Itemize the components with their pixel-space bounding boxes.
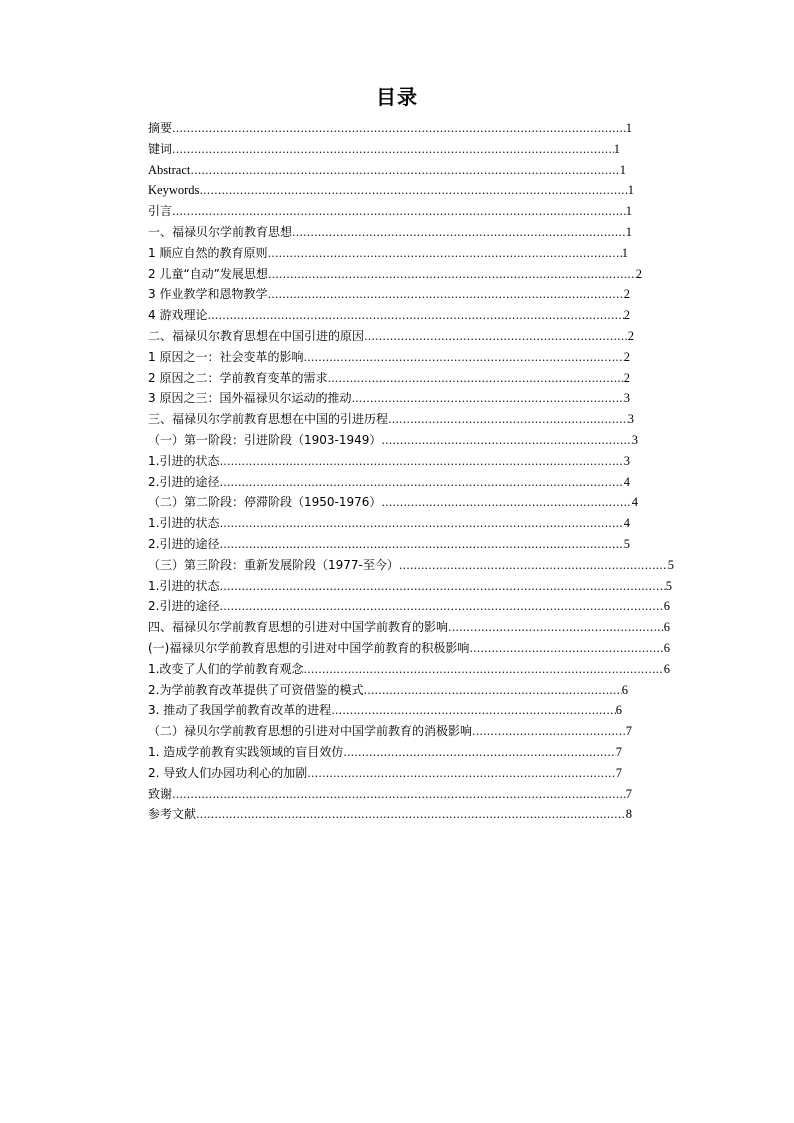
toc-entry-page-number: 1 — [619, 162, 626, 177]
toc-entry-page-number: 2 — [623, 287, 630, 302]
toc-entry-page-number: 2 — [623, 308, 630, 323]
toc-entry[interactable] — [148, 513, 630, 534]
toc-entry-page-number: 1 — [625, 204, 632, 219]
toc-entry[interactable] — [148, 368, 630, 389]
toc-entry-page-number: 8 — [625, 807, 632, 822]
dot-leader — [381, 493, 631, 514]
toc-entry-page-number: 7 — [615, 765, 622, 780]
toc-entry[interactable] — [148, 534, 630, 555]
toc-entry[interactable] — [148, 638, 670, 659]
toc-entry-label: 3 作业教学和恩物教学 — [148, 287, 268, 302]
toc-entry-label: 2.为学前教育改革提供了可资借鉴的模式 — [148, 682, 364, 697]
toc-entry-label: 摘要 — [148, 121, 173, 135]
dot-leader — [303, 660, 663, 681]
dot-leader — [172, 785, 626, 806]
toc-entry-label: 1 顺应自然的教育原则 — [148, 245, 268, 260]
dot-leader — [267, 244, 621, 265]
toc-entry-page-number: 5 — [667, 557, 674, 572]
toc-entry-label: 2. 导致人们办园功利心的加剧 — [148, 765, 308, 780]
toc-entry[interactable] — [148, 243, 628, 264]
toc-title: 目录 — [376, 85, 418, 109]
toc-entry-label: 参考文献 — [148, 807, 197, 822]
toc-entry-label: Keywords — [148, 183, 200, 198]
toc-entry[interactable] — [148, 680, 628, 701]
toc-entry-page-number: 2 — [623, 349, 630, 364]
dot-leader — [199, 181, 627, 202]
dot-leader — [196, 805, 626, 826]
toc-entry-label: 3. 推动了我国学前教育改革的进程 — [148, 703, 332, 718]
toc-entry[interactable] — [148, 472, 630, 493]
toc-entry-label: 2 原因之二：学前教育变革的需求 — [148, 370, 328, 385]
toc-entry-label: 2.引进的途径 — [148, 536, 220, 551]
toc-entry-label: 1.引进的状态 — [148, 453, 220, 468]
toc-entry-page-number: 3 — [627, 412, 634, 427]
toc-entry[interactable] — [148, 555, 674, 576]
toc-entry-page-number: 1 — [621, 245, 628, 260]
dot-leader — [267, 285, 623, 306]
toc-entry-page-number: 6 — [621, 682, 628, 697]
dot-leader — [172, 119, 626, 140]
toc-entry-page-number: 7 — [615, 744, 622, 759]
toc-entry[interactable] — [148, 742, 622, 763]
toc-entry-page-number: 3 — [623, 453, 630, 468]
toc-entry[interactable] — [148, 222, 632, 243]
toc-entry[interactable] — [148, 721, 632, 742]
toc-entry-page-number: 6 — [663, 640, 670, 655]
toc-entry[interactable] — [148, 492, 638, 513]
toc-entry-label: 2.引进的途径 — [148, 474, 220, 489]
toc-entry[interactable] — [148, 451, 630, 472]
toc-entry-label: (一)福禄贝尔学前教育思想的引进对中国学前教育的积极影响 — [148, 640, 470, 655]
toc-entry-page-number: 5 — [623, 536, 630, 551]
dot-leader — [219, 597, 663, 618]
dot-leader — [307, 764, 615, 785]
dot-leader — [219, 473, 623, 494]
dot-leader — [364, 327, 628, 348]
toc-entry[interactable] — [148, 347, 630, 368]
toc-entry-page-number: 6 — [663, 661, 670, 676]
dot-leader — [388, 410, 628, 431]
toc-entry-page-number: 5 — [665, 578, 672, 593]
dot-leader — [448, 618, 664, 639]
toc-entry-page-number: 3 — [623, 391, 630, 406]
toc-entry-page-number: 7 — [625, 724, 632, 739]
toc-entry[interactable] — [148, 139, 620, 160]
toc-entry[interactable] — [148, 388, 630, 409]
dot-leader — [303, 348, 623, 369]
toc-entry-label: 1. 造成学前教育实践领域的盲目效仿 — [148, 744, 344, 759]
dot-leader — [331, 701, 615, 722]
toc-entry[interactable] — [148, 659, 670, 680]
toc-entry-label: （一）第一阶段：引进阶段（1903-1949） — [148, 432, 382, 447]
toc-entry-page-number: 2 — [623, 370, 630, 385]
toc-entry-page-number: 4 — [623, 516, 630, 531]
toc-entry-label: 1.引进的状态 — [148, 578, 220, 593]
dot-leader — [472, 722, 626, 743]
toc-entry-label: 引言 — [148, 204, 173, 219]
dot-leader — [172, 140, 614, 161]
toc-entry-label: 2 儿童“自动”发展思想 — [148, 266, 268, 281]
toc-entry-label: （二）禄贝尔学前教育思想的引进对中国学前教育的消极影响 — [148, 724, 473, 739]
dot-leader — [207, 306, 623, 327]
toc-entry-page-number: 6 — [663, 620, 670, 635]
toc-entry-label: 1.引进的状态 — [148, 516, 220, 531]
toc-entry-label: 键词 — [148, 141, 173, 156]
toc-entry-page-number: 6 — [615, 703, 622, 718]
toc-entry[interactable] — [148, 160, 626, 181]
dot-leader — [190, 161, 619, 182]
toc-entry[interactable] — [148, 430, 638, 451]
toc-entry[interactable] — [148, 201, 632, 222]
toc-entry-page-number: 2 — [635, 266, 642, 281]
toc-entry-page-number: 1 — [613, 141, 620, 156]
toc-entry-label: 四、福禄贝尔学前教育思想的引进对中国学前教育的影响 — [148, 620, 449, 635]
toc-entry[interactable] — [148, 284, 630, 305]
dot-leader — [219, 514, 623, 535]
toc-entry-label: （二）第二阶段：停滞阶段（1950-1976） — [148, 495, 382, 510]
toc-entry-page-number: 1 — [627, 183, 634, 198]
dot-leader — [219, 452, 623, 473]
toc-entry-label: Abstract — [148, 162, 191, 177]
toc-entry-page-number: 7 — [625, 786, 632, 801]
dot-leader — [219, 577, 665, 598]
toc-entry-page-number: 6 — [663, 599, 670, 614]
toc-entry-page-number: 3 — [631, 432, 638, 447]
toc-entry-label: 1.改变了人们的学前教育观念 — [148, 661, 304, 676]
toc-entry[interactable] — [148, 305, 630, 326]
dot-leader — [351, 389, 623, 410]
toc-entry-label: （三）第三阶段：重新发展阶段（1977-至今） — [148, 557, 399, 572]
toc-entry-label: 二、福禄贝尔教育思想在中国引进的原因 — [148, 328, 365, 343]
toc-entry[interactable] — [148, 264, 642, 285]
dot-leader — [399, 556, 668, 577]
toc-entry[interactable] — [148, 118, 632, 139]
toc-entry-page-number: 1 — [625, 121, 632, 135]
toc-entry-label: 1 原因之一：社会变革的影响 — [148, 349, 304, 364]
dot-leader — [363, 681, 621, 702]
toc-entry[interactable] — [148, 326, 634, 347]
table-of-contents — [148, 118, 688, 825]
toc-entry[interactable] — [148, 617, 670, 638]
toc-entry-label: 致谢 — [148, 786, 173, 801]
toc-entry[interactable] — [148, 576, 672, 597]
dot-leader — [219, 535, 623, 556]
dot-leader — [327, 369, 623, 390]
toc-entry[interactable] — [148, 763, 622, 784]
toc-entry[interactable] — [148, 596, 670, 617]
toc-entry-label: 4 游戏理论 — [148, 308, 208, 323]
toc-entry[interactable] — [148, 784, 632, 805]
toc-entry-page-number: 4 — [631, 495, 638, 510]
toc-entry-page-number: 4 — [623, 474, 630, 489]
dot-leader — [343, 743, 615, 764]
toc-entry-page-number: 1 — [625, 224, 632, 239]
dot-leader — [268, 265, 636, 286]
toc-entry-label: 2.引进的途径 — [148, 599, 220, 614]
dot-leader — [381, 431, 631, 452]
dot-leader — [172, 202, 626, 223]
toc-entry-label: 3 原因之三：国外福禄贝尔运动的推动 — [148, 391, 352, 406]
toc-entry[interactable] — [148, 804, 632, 825]
toc-entry[interactable] — [148, 700, 622, 721]
toc-entry-page-number: 2 — [627, 328, 634, 343]
dot-leader — [292, 223, 626, 244]
toc-entry-label: 一、福禄贝尔学前教育思想 — [148, 224, 293, 239]
toc-entry[interactable] — [148, 180, 634, 201]
toc-entry-label: 三、福禄贝尔学前教育思想在中国的引进历程 — [148, 412, 389, 427]
dot-leader — [469, 639, 663, 660]
toc-entry[interactable] — [148, 409, 634, 430]
